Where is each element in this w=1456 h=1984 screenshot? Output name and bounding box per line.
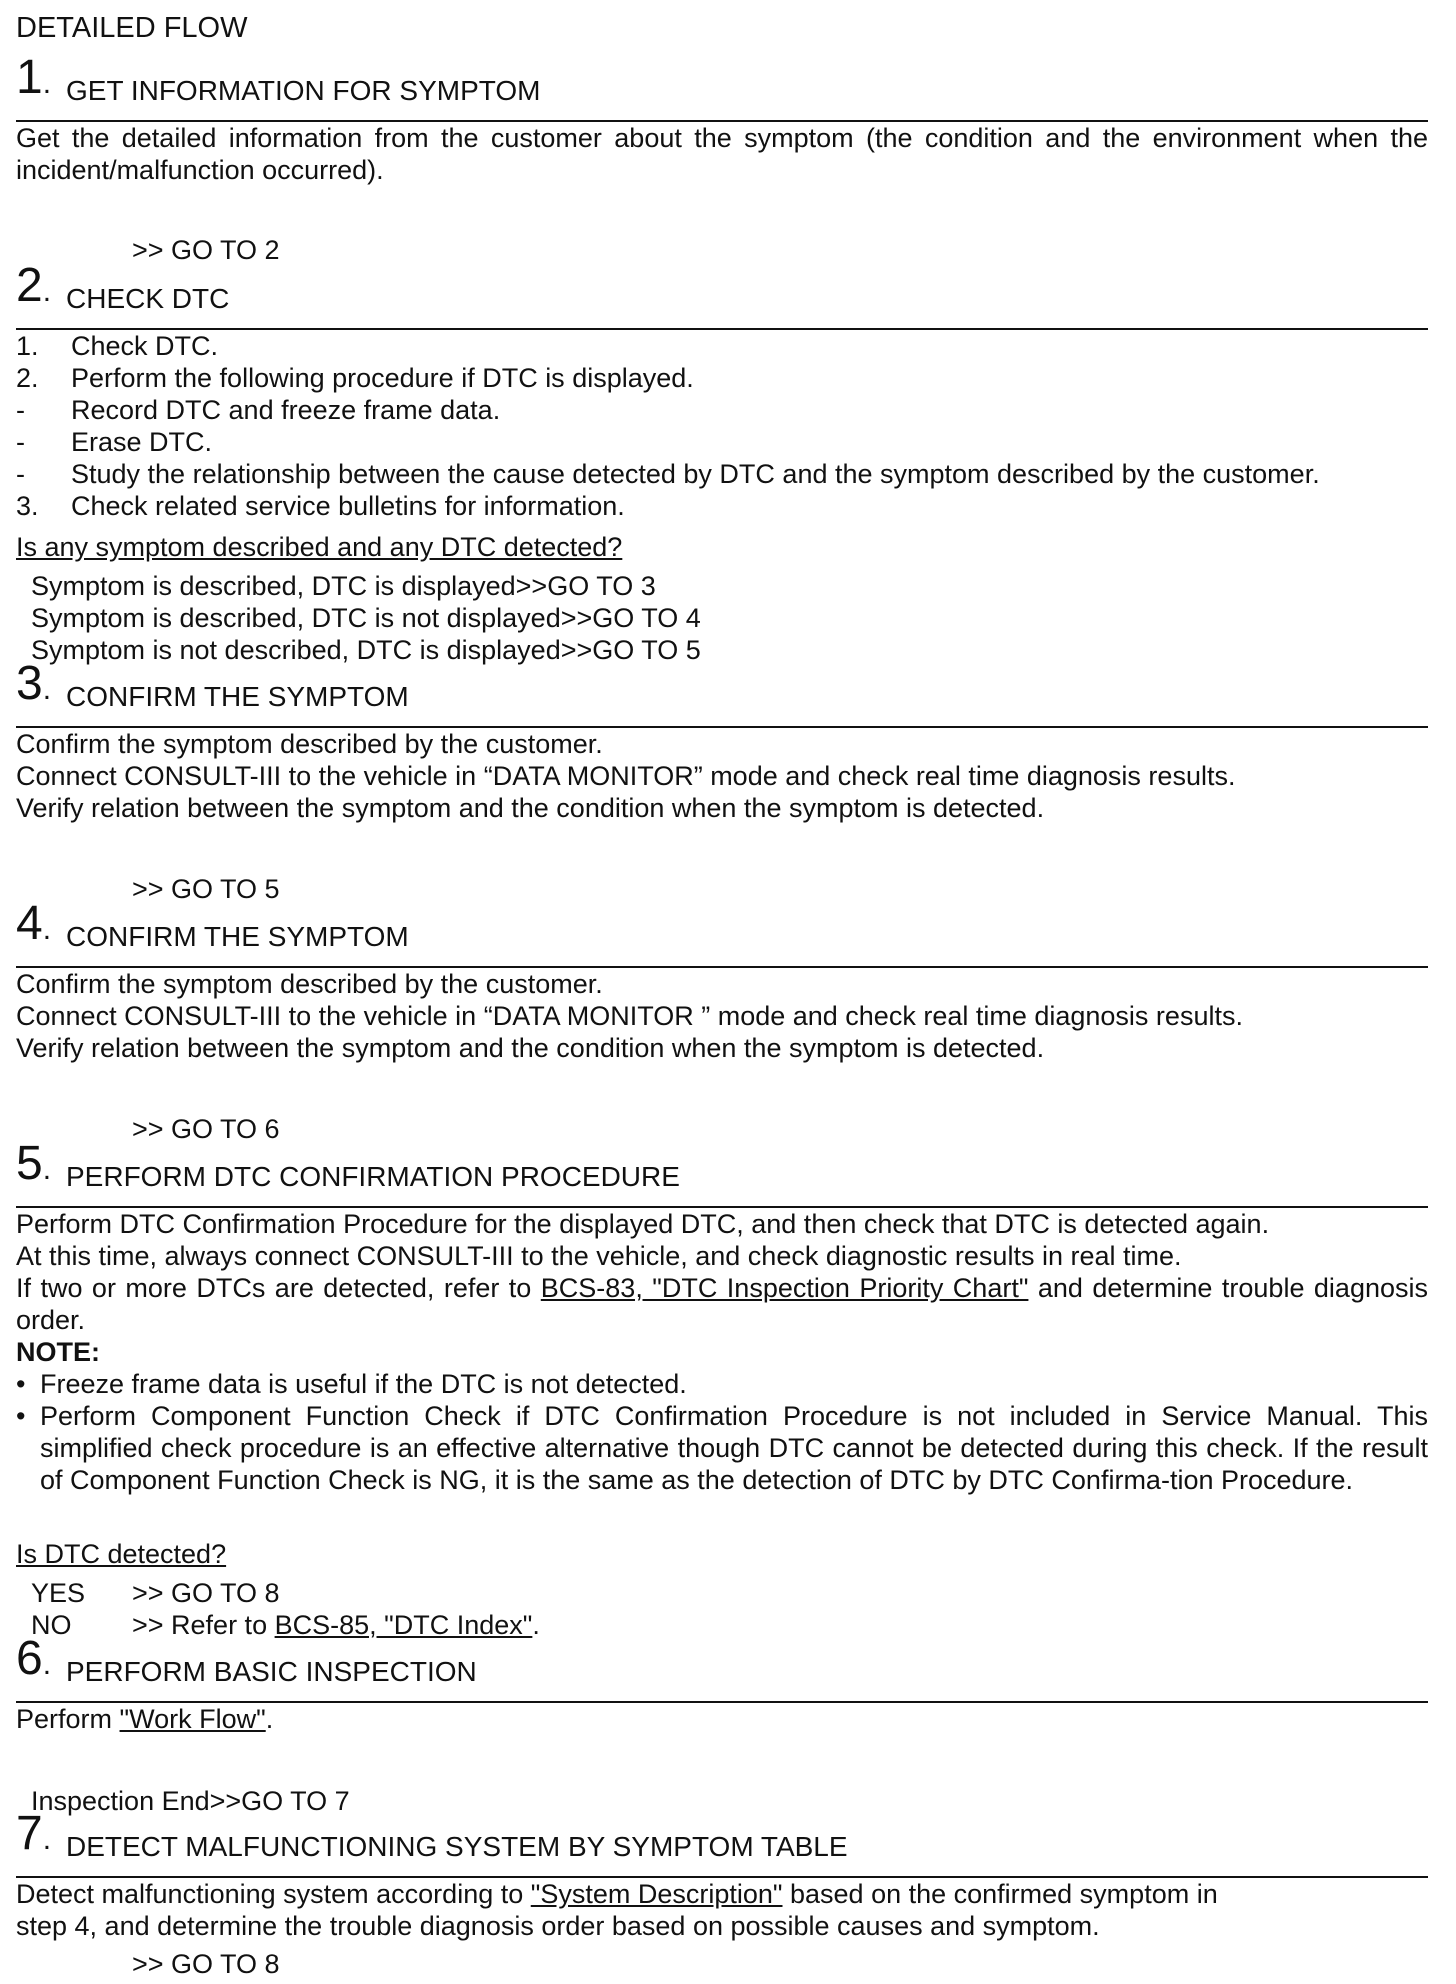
step-1-text: Get the detailed information from the customer about the symptom (the condition and the environment when the incident/malfunction occurred). xyxy=(16,123,1428,185)
step-4-number: 4. xyxy=(16,897,52,950)
note-bullet: • Freeze frame data is useful if the DTC is not detected. xyxy=(16,1369,687,1399)
step-5-answers xyxy=(16,1577,1428,1641)
step-1-goto: >> GO TO 2 xyxy=(132,235,280,265)
step-1-title: GET INFORMATION FOR SYMPTOM xyxy=(66,75,541,106)
step-7-number: 7. xyxy=(16,1807,52,1860)
bcs-85-link[interactable]: BCS-85, "DTC Index" xyxy=(274,1610,533,1640)
list-item: - Erase DTC. xyxy=(16,427,213,457)
system-description-link[interactable]: "System Description" xyxy=(530,1879,783,1909)
list-item: 1. Check DTC. xyxy=(16,331,219,361)
list-item: 2. Perform the following procedure if DTC is displayed. xyxy=(16,363,694,393)
answer-no: NO >> Refer to BCS-85, "DTC Index". xyxy=(31,1610,540,1640)
note-label: NOTE: xyxy=(16,1337,100,1367)
answer-yes: YES >> GO TO 8 xyxy=(31,1578,280,1608)
step-2-title: CHECK DTC xyxy=(66,283,230,314)
step-2-question: Is any symptom described and any DTC detected? xyxy=(16,532,623,562)
step-5-question: Is DTC detected? xyxy=(16,1539,227,1569)
step-2-header xyxy=(16,259,1428,330)
note-bullet: • Perform Component Function Check if DTC Confirmation Procedure is not included in Service Manual. This simplified check procedure is an effective alternative though DTC cannot be detected during this check. If the result of Component Function Check is NG, it is the same as the detection of DTC by DTC Confirma-tion Procedure. xyxy=(16,1401,1428,1495)
step-2-number: 2. xyxy=(16,259,52,312)
answer-option: Symptom is not described, DTC is displayed>>GO TO 5 xyxy=(31,635,701,665)
step-4-header xyxy=(16,897,1428,968)
step-5-text: Perform DTC Confirmation Procedure for the displayed DTC, and then check that DTC is detected again. At this time, always connect CONSULT-III to the vehicle, and check diagnostic results in real time. If two or more DTCs are detected, refer to BCS-83, "DTC Inspection Priority Chart" and determine trouble diagnosis order. NOTE: • Freeze frame data is useful if the DTC is not detected. • Perform Component Function Check if DTC Confirmation Procedure is not included in Service Manual. This simplified check procedure is an effective alternative though DTC cannot be detected during this check. If the result of Component Function Check is NG, it is the same as the detection of DTC by DTC Confirma-tion Procedure. xyxy=(16,1209,1428,1495)
step-7-goto: >> GO TO 8 xyxy=(132,1949,280,1979)
step-1-number: 1. xyxy=(16,51,52,104)
step-4-title: CONFIRM THE SYMPTOM xyxy=(66,921,409,952)
step-3-header xyxy=(16,657,1428,728)
step-6-title: PERFORM BASIC INSPECTION xyxy=(66,1656,477,1687)
step-5-title: PERFORM DTC CONFIRMATION PROCEDURE xyxy=(66,1161,680,1192)
step-5-number: 5. xyxy=(16,1137,52,1190)
list-item: - Study the relationship between the cause detected by DTC and the symptom described by the customer. xyxy=(16,459,1320,489)
step-1-header xyxy=(16,51,1428,122)
step-6-number: 6. xyxy=(16,1632,52,1685)
work-flow-link[interactable]: "Work Flow" xyxy=(119,1704,266,1734)
step-2-answers xyxy=(31,570,701,666)
answer-option: Symptom is described, DTC is displayed>>GO TO 3 xyxy=(31,571,656,601)
step-3-number: 3. xyxy=(16,657,52,710)
step-5-header xyxy=(16,1137,1428,1208)
step-3-goto: >> GO TO 5 xyxy=(132,874,280,904)
answer-option: Symptom is described, DTC is not displayed>>GO TO 4 xyxy=(31,603,701,633)
step-6-end: Inspection End>>GO TO 7 xyxy=(31,1786,350,1816)
step-7-title: DETECT MALFUNCTIONING SYSTEM BY SYMPTOM TABLE xyxy=(66,1831,848,1862)
bcs-83-link[interactable]: BCS-83, "DTC Inspection Priority Chart" xyxy=(540,1273,1029,1303)
step-4-text: Confirm the symptom described by the customer. Connect CONSULT-III to the vehicle in “DATA MONITOR ” mode and check real time diagnosis results. Verify relation between the symptom and the condition when the symptom is detected. xyxy=(16,969,1243,1063)
step-6-text: Perform "Work Flow". xyxy=(16,1704,274,1734)
list-item: - Record DTC and freeze frame data. xyxy=(16,395,501,425)
step-3-text: Confirm the symptom described by the customer. Connect CONSULT-III to the vehicle in “DATA MONITOR” mode and check real time diagnosis results. Verify relation between the symptom and the condition when the symptom is detected. xyxy=(16,729,1236,823)
step-3-title: CONFIRM THE SYMPTOM xyxy=(66,681,409,712)
step-7-header xyxy=(16,1807,1428,1878)
step-6-header xyxy=(16,1632,1428,1703)
page-title: DETAILED FLOW xyxy=(16,12,248,44)
list-item: 3. Check related service bulletins for information. xyxy=(16,491,625,521)
step-2-list xyxy=(16,330,1428,522)
step-4-goto: >> GO TO 6 xyxy=(132,1114,280,1144)
step-7-text: Detect malfunctioning system according to "System Description" based on the confirmed symptom in step 4, and determine the trouble diagnosis order based on possible causes and symptom. xyxy=(16,1879,1218,1941)
